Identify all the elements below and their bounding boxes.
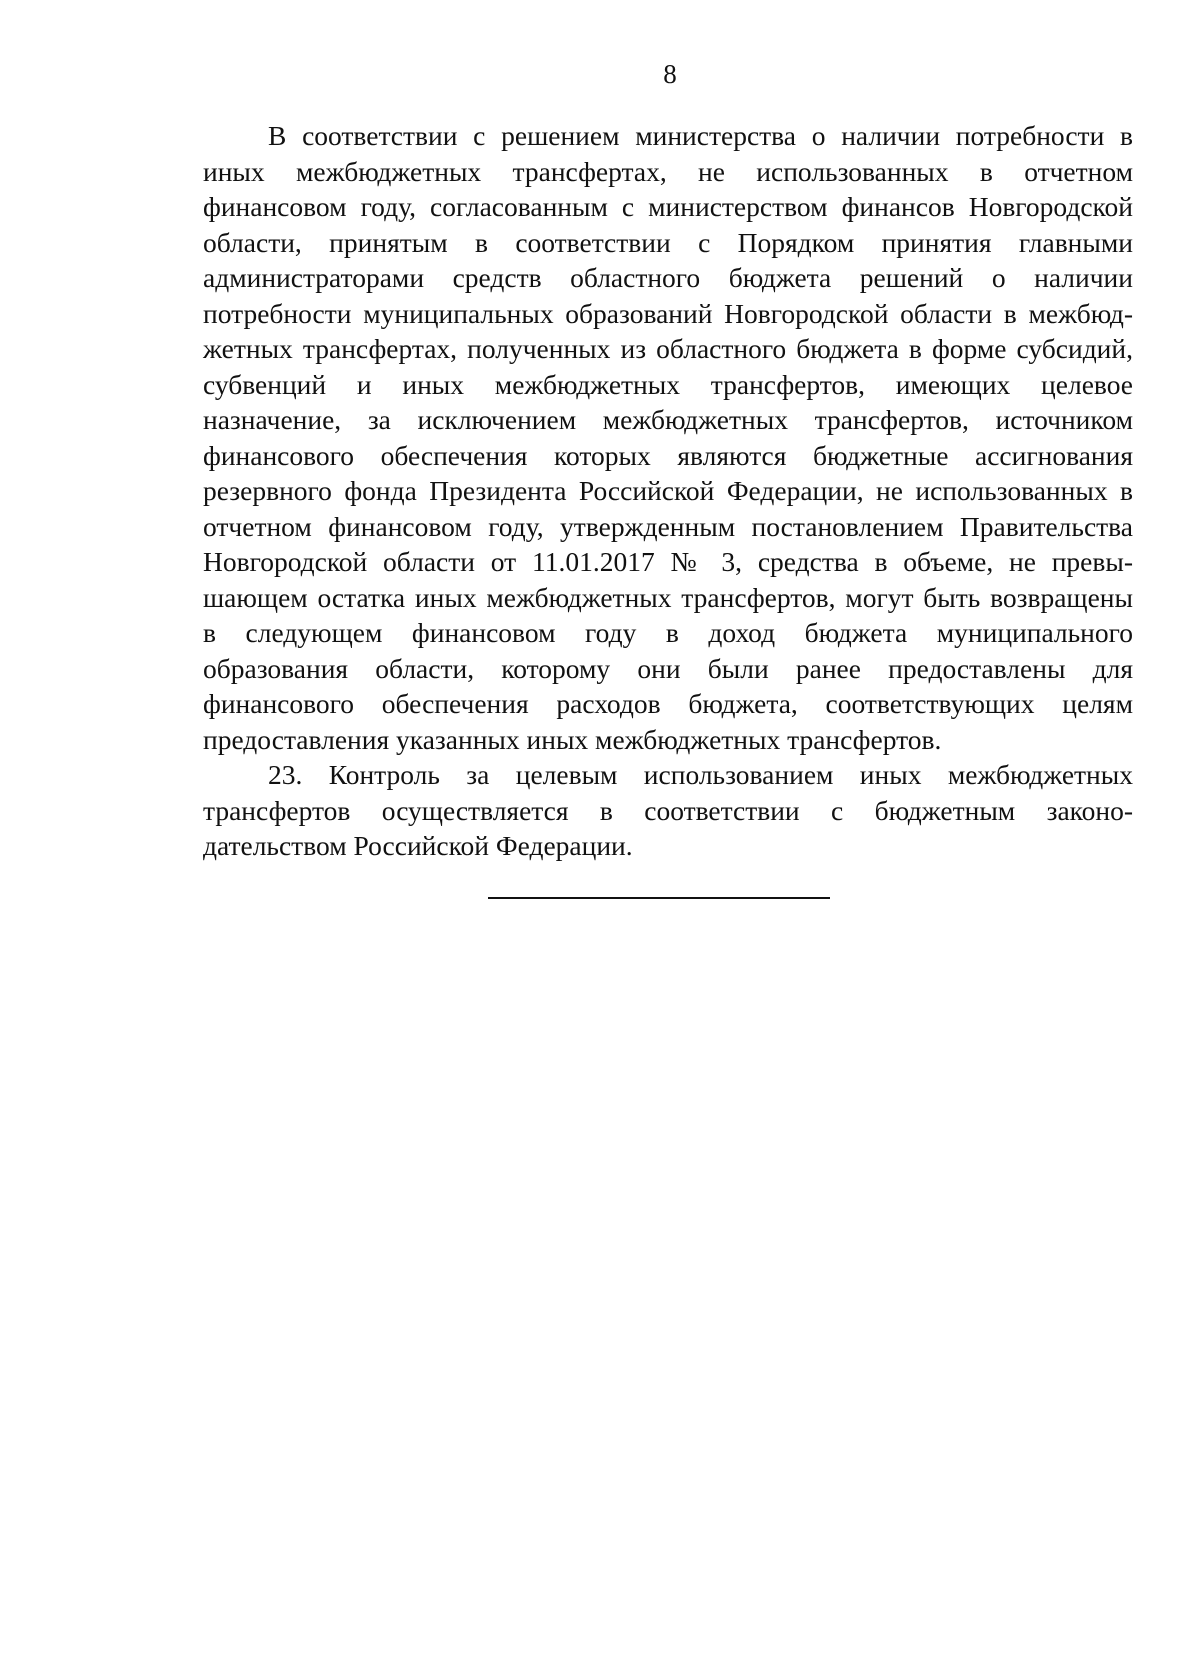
text-line: потребности муниципальных образований Новгородской области в межбюд- — [203, 297, 1133, 329]
text-line: трансфертов осуществляется в соответствии с бюджетным законо- — [203, 794, 1133, 826]
text-line: отчетном финансовом году, утвержденным постановлением Правительства — [203, 510, 1133, 542]
text-line: финансового обеспечения расходов бюджета, соответствующих целям — [203, 688, 1133, 719]
text-line: 23. Контроль за целевым использованием иных межбюджетных — [268, 759, 1133, 790]
end-of-document-rule — [488, 897, 830, 899]
document-body — [203, 118, 1133, 864]
text-line: администраторами средств областного бюджета решений о наличии — [203, 262, 1133, 293]
paragraph-returned-transfers — [203, 118, 1133, 757]
page-number: 8 — [663, 59, 677, 89]
text-line: финансового обеспечения которых являются бюджетные ассигнования — [203, 439, 1133, 471]
text-line: назначение, за исключением межбюджетных трансфертов, источником — [203, 404, 1133, 435]
text-line: субвенций и иных межбюджетных трансфертов, имеющих целевое — [203, 368, 1133, 400]
paragraph-23-control — [203, 757, 1133, 864]
text-line: резервного фонда Президента Российской Федерации, не использованных в — [203, 475, 1133, 506]
text-line: образования области, которому они были ранее предоставлены для — [203, 652, 1133, 684]
text-line: области, принятым в соответствии с Порядком принятия главными — [203, 226, 1133, 258]
text-line: дательством Российской Федерации. — [203, 830, 633, 861]
text-line: жетных трансфертах, полученных из областного бюджета в форме субсидий, — [203, 333, 1133, 364]
text-line: в следующем финансовом году в доход бюджета муниципального — [203, 617, 1133, 648]
text-line: предоставления указанных иных межбюджетных трансфертов. — [203, 723, 942, 755]
text-line: иных межбюджетных трансфертах, не использованных в отчетном — [203, 155, 1133, 187]
text-line: финансовом году, согласованным с министерством финансов Новгородской — [203, 191, 1133, 222]
text-line: В соответствии с решением министерства о наличии потребности в — [268, 120, 1133, 151]
text-line: шающем остатка иных межбюджетных трансфертов, могут быть возвращены — [203, 581, 1133, 613]
text-line: Новгородской области от 11.01.2017 № 3, средства в объеме, не превы- — [203, 546, 1133, 577]
